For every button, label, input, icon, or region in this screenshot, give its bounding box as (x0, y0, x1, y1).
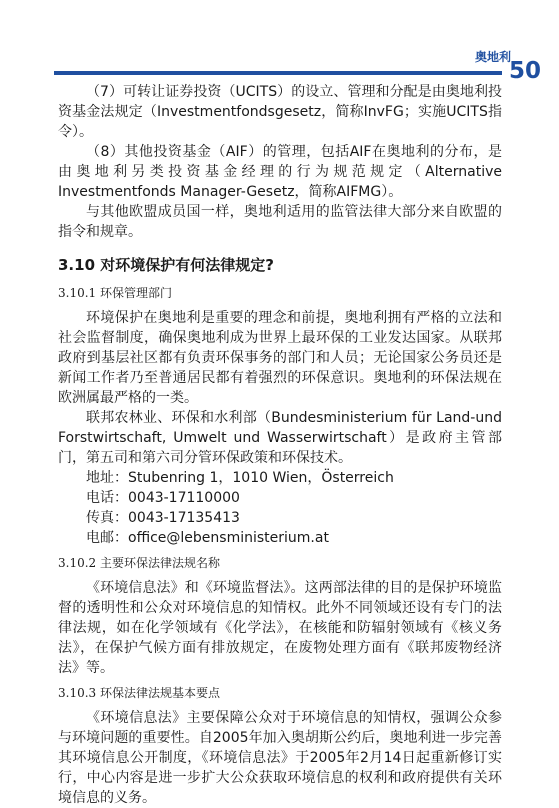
header-rule (54, 71, 502, 75)
section-heading: 3.10 对环境保护有何法律规定? (58, 256, 274, 274)
paragraph-eu-law: 与其他欧盟成员国一样，奥地利适用的监管法律大部分来自欧盟的指令和规章。 (58, 204, 502, 240)
country-header: 奥地利 (474, 50, 511, 64)
subsection-heading-2: 3.10.2 主要环保法律法规名称 (58, 556, 220, 570)
subsection-heading-3: 3.10.3 环保法律法规基本要点 (58, 686, 220, 700)
paragraph-ucits: （7）可转让证券投资（UCITS）的设立、管理和分配是由奥地利投资基金法规定（Investmentfondsgesetz，简称InvFG；实施UCITS指令）。 (58, 84, 502, 140)
page-number: 50 (509, 58, 542, 84)
contact-block (58, 468, 502, 548)
paragraph-ministry: 联邦农林业、环保和水利部（Bundesministerium für Land-und Forstwirtschaft, Umwelt und Wasserwirtschaft）是政府主管部门，第五司和第六司分管环保政策和环保技术。 (58, 410, 502, 466)
paragraph-aif: （8）其他投资基金（AIF）的管理，包括AIF在奥地利的分布，是由奥地利另类投资基金经理的行为规范规定（Alternative Investmentfonds Manager-Gesetz，简称AIFMG）。 (58, 144, 502, 200)
paragraph-env-management: 环境保护在奥地利是重要的理念和前提，奥地利拥有严格的立法和社会监督制度，确保奥地利成为世界上最环保的工业发达国家。从联邦政府到基层社区都有负责环保事务的部门和人员；无论国家公务员还是新闻工作者乃至普通居民都有着强烈的环保意识。奥地利的环保法规在欧洲属最严格的一类。 (58, 310, 502, 406)
paragraph-main-laws: 《环境信息法》和《环境监督法》。这两部法律的目的是保护环境监督的透明性和公众对环境信息的知情权。此外不同领域还设有专门的法律法规，如在化学领域有《化学法》，在核能和防辐射领域有《核义务法》，在保护气候方面有排放规定，在废物处理方面有《联邦废物经济法》等。 (58, 580, 502, 676)
email-line: 电邮：office@lebensministerium.at (86, 530, 329, 546)
phone-line: 电话：0043-17110000 (86, 490, 240, 506)
subsection-heading-1: 3.10.1 环保管理部门 (58, 286, 172, 300)
page-body (58, 82, 502, 808)
paragraph-key-points: 《环境信息法》主要保障公众对于环境信息的知情权，强调公众参与环境问题的重要性。自2005年加入奥胡斯公约后，奥地利进一步完善其环境信息公开制度，《环境信息法》于2005年2月14日起重新修订实行，中心内容是进一步扩大公众获取环境信息的权利和政府提供有关环境信息的义务。 (58, 710, 502, 806)
address-line: 地址：Stubenring 1，1010 Wien，Österreich (86, 470, 394, 486)
fax-line: 传真：0043-17135413 (86, 510, 240, 526)
